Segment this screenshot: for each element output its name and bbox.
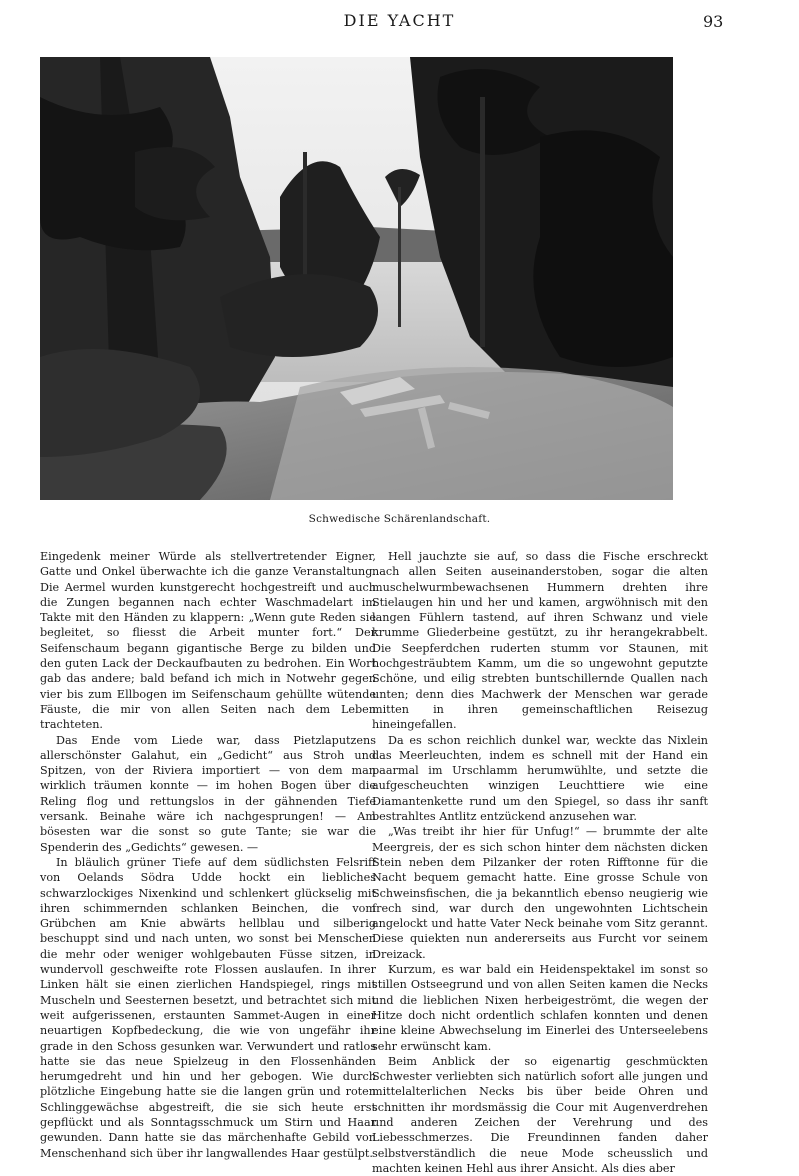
paragraph: Das Ende vom Liede war, dass Pietzlaputzens allerschönster Galahut, ein „Gedicht“ aus Stroh und Spitzen, von der Riviera importiert — von dem man wirklich träumen konnte — im hohen Bogen über die Reling flog und rettungslos in der gähnenden Tiefe versank. Beinahe wäre ich nachgesprungen! — Am bösesten war die sonst so gute Tante; sie war die Spenderin des „Gedichts“ gewesen. — [40,733,376,854]
right-text-column [372,549,708,1176]
paragraph: Hell jauchzte sie auf, so dass die Fische erschreckt nach allen Seiten auseinanderstoben, sogar die alten muschelwurmbewachsenen Hummern drehten ihre Stielaugen hin und her und kamen, argwöhnisch mit den langen Fühlern tastend, auf ihren Schwanz und viele krumme Gliederbeine gestützt, zu ihr herangekrabbelt. Die Seepferdchen ruderten stumm vor Staunen, mit hochgesträubtem Kamm, um die so ungewohnt geputzte Schöne, und eilig strebten buntschillernde Quallen nach unten; denn dies Machwerk der Menschen war gerade mitten in ihren gemeinschaftlichen Reisezug hineingefallen. [372,550,708,732]
landscape-photo [40,57,673,500]
journal-title: DIE YACHT [343,11,456,30]
paragraph: „Was treibt ihr hier für Unfug!“ — brummte der alte Meergreis, der es sich schon hinter dem nächsten dicken Stein neben dem Pilzanker der roten Rifftonne für die Nacht bequem gemacht hatte. Eine grosse Schule von Schweinsfischen, die ja bekanntlich ebenso neugierig wie frech sind, war durch den ungewohnten Lichtschein angelockt und hatte Vater Neck beinahe vom Sitz gerannt. Diese quiekten nun andererseits aus Furcht vor seinem Dreizack. [372,825,708,961]
paragraph: Da es schon reichlich dunkel war, weckte das Nixlein das Meerleuchten, indem es schnell mit der Hand ein paarmal im Urschlamm herumwühlte, und setzte die aufgescheuchten winzigen Leuchttiere wie eine Diamantenkette rund um den Spiegel, so dass ihr sanft bestrahltes Antlitz entzückend anzusehen war. [372,733,708,824]
figure-caption: Schwedische Schärenlandschaft. [308,513,491,525]
paragraph: Kurzum, es war bald ein Heidenspektakel im sonst so stillen Ostseegrund und von allen Seiten kamen die Necks und die lieblichen Nixen herbeigeströmt, die wegen der Hitze doch nicht ordentlich schlafen konnten und denen eine kleine Abwechselung im Einerlei des Unterseelebens sehr erwünscht kam. [372,963,708,1053]
paragraph: In bläulich grüner Tiefe auf dem südlichsten Felsriff von Oelands Södra Udde hockt ein liebliches schwarzlockiges Nixenkind und schlenkert glückselig mit ihren schimmernden schlanken Beinchen, die vom Grübchen am Knie abwärts hellblau und silberig beschuppt sind und nach unten, wo sonst bei Menschen die mehr oder weniger wohlgebauten Füsse sitzen, in wundervoll geschweifte rote Flossen auslaufen. In ihrer Linken hält sie einen zierlichen Handspiegel, rings mit Muscheln und Seesternen besetzt, und betrachtet sich mit weit aufgerissenen, erstaunten Sammet-Augen in einer neuartigen Kopfbedeckung, die wie von ungefähr ihr grade in den Schoss gesunken war. Verwundert und ratlos hatte sie das neue Spielzeug in den Flossenhänden herumgedreht und hin und her gebogen. Wie durch plötzliche Eingebung hatte sie die langen grün und roten Schlinggewächse abgestreift, die sie sich heute erst gepflückt und als Sonntagsschmuck um Stirn und Haar gewunden. Dann hatte sie das märchenhafte Gebild von Menschenhand sich über ihr langwallendes Haar gestülpt. [40,855,376,1160]
left-text-column [40,549,376,1161]
paragraph: Eingedenk meiner Würde als stellvertretender Eigner, Gatte und Onkel überwachte ich die ganze Veranstaltung. Die Aermel wurden kunstgerecht hochgestreift und auch die Zungen begannen nach echter Waschmadelart im Takte mit den Händen zu klappern: „Wenn gute Reden sie begleitet, so fliesst die Arbeit munter fort.“ Der Seifenschaum begann gigantische Berge zu bilden und den guten Lack der Deckaufbauten zu bedrohen. Ein Wort gab das andere; bald befand ich mich in Notwehr gegen vier bis zum Ellbogen im Seifenschaum gehüllte wütende Fäuste, die mir von allen Seiten nach dem Leben trachteten. [40,550,376,732]
page-number: 93 [703,12,724,31]
paragraph: Beim Anblick der so eigenartig geschmückten Schwester verliebten sich natürlich sofort alle jungen und mittelalterlichen Necks bis über beide Ohren und schnitten ihr mordsmässig die Cour mit Augenverdrehen und anderen Zeichen der Verehrung und des Liebesschmerzes. Die Freundinnen fanden daher selbstverständlich die neue Mode scheusslich und machten keinen Hehl aus ihrer Ansicht. Als dies aber [372,1054,708,1175]
archipelago-landscape-illustration [40,57,673,500]
